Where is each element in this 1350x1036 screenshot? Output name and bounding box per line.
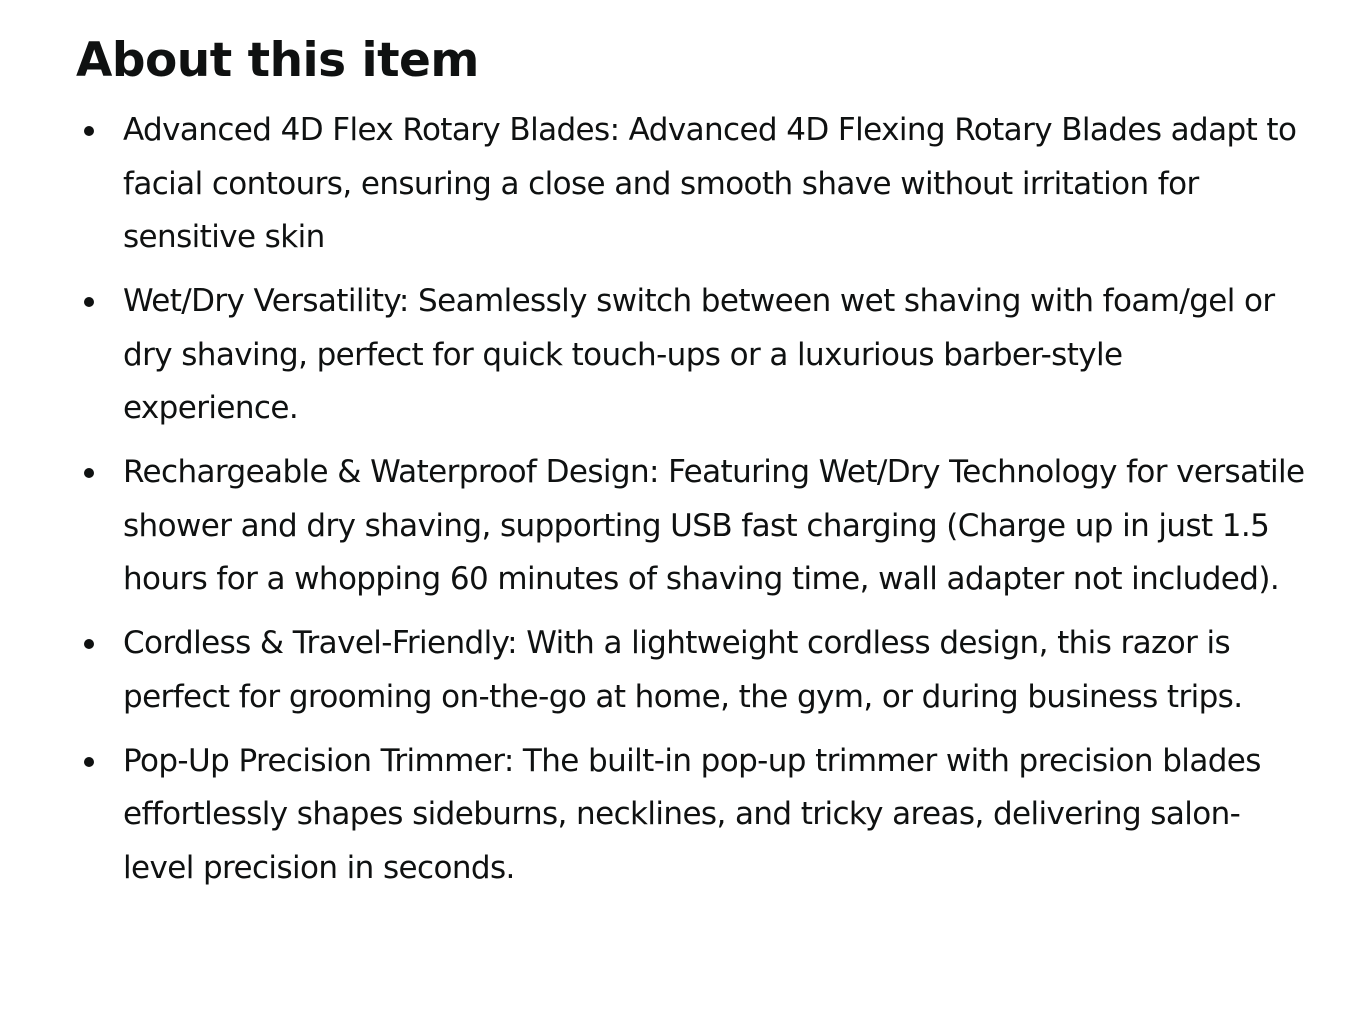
bullet-dot-icon <box>84 126 94 136</box>
about-this-item-section <box>76 30 1306 906</box>
feature-item <box>76 104 1306 265</box>
feature-item <box>76 735 1306 896</box>
feature-text: Pop-Up Precision Trimmer: The built-in pop-up trimmer with precision blades effortlessly shapes sideburns, necklines, and tricky areas, delivering salon-level precision in seconds. <box>123 742 1261 886</box>
feature-text: Wet/Dry Versatility: Seamlessly switch between wet shaving with foam/gel or dry shaving, perfect for quick touch-ups or a luxurious barber-style experience. <box>123 283 1275 426</box>
feature-bullet-list <box>76 104 1306 895</box>
feature-text: Advanced 4D Flex Rotary Blades: Advanced 4D Flexing Rotary Blades adapt to facial contours, ensuring a close and smooth shave without irritation for sensitive skin <box>123 112 1297 255</box>
bullet-dot-icon <box>84 639 94 649</box>
feature-text: Cordless & Travel-Friendly: With a lightweight cordless design, this razor is perfect for grooming on-the-go at home, the gym, or during business trips. <box>123 625 1243 715</box>
bullet-dot-icon <box>84 297 94 307</box>
feature-text: Rechargeable & Waterproof Design: Featuring Wet/Dry Technology for versatile shower and dry shaving, supporting USB fast charging (Charge up in just 1.5 hours for a whopping 60 minutes of shaving time, wall adapter not included). <box>123 454 1305 597</box>
bullet-dot-icon <box>84 757 94 767</box>
feature-item <box>76 617 1306 724</box>
feature-item <box>76 446 1306 607</box>
section-heading: About this item <box>76 33 479 88</box>
feature-item <box>76 275 1306 436</box>
bullet-dot-icon <box>84 468 94 478</box>
